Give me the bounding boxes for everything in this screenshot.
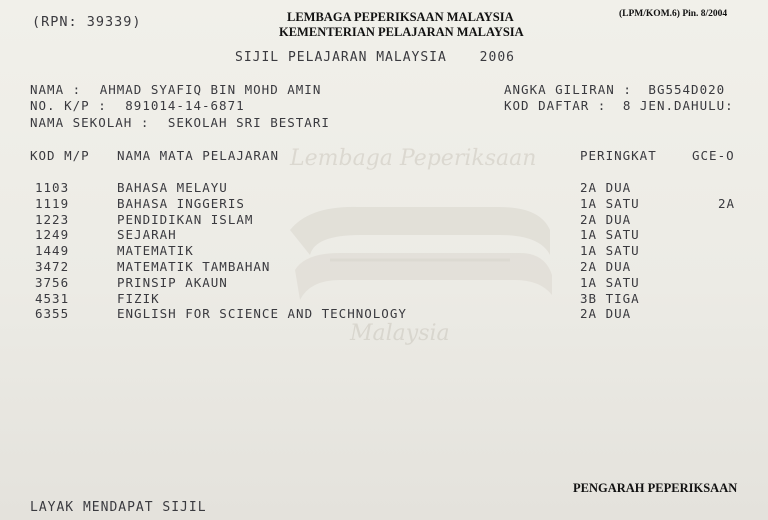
col-header-gce: GCE-O [692, 148, 735, 163]
subject-code: 1223 [35, 211, 70, 227]
name-label: NAMA : [30, 82, 82, 97]
subject-name: SEJARAH [117, 227, 177, 243]
table-row [0, 212, 768, 228]
table-row [0, 180, 768, 196]
subject-name: PENDIDIKAN ISLAM [117, 211, 254, 227]
table-row [0, 291, 768, 307]
signatory-title: PENGARAH PEPERIKSAAN [573, 481, 738, 495]
kp-label: NO. K/P : [30, 98, 107, 113]
subject-code: 3756 [35, 274, 70, 290]
subject-grade: 1A SATU [580, 227, 640, 243]
school-name: SEKOLAH SRI BESTARI [167, 115, 330, 130]
candidate-name: AHMAD SYAFIQ BIN MOHD AMIN [99, 82, 322, 97]
subject-code: 4531 [35, 290, 70, 306]
index-number: BG554D020 [648, 82, 726, 97]
subject-code: 1449 [35, 243, 70, 259]
kp-line [30, 98, 245, 113]
table-row [0, 243, 768, 259]
table-row [0, 227, 768, 243]
gce-grade: 2A [718, 195, 736, 211]
subject-name: BAHASA INGGERIS [117, 195, 245, 211]
index-line [504, 82, 725, 97]
watermark-script-top: Lembaga Peperiksaan [290, 146, 537, 171]
table-row [0, 306, 768, 322]
kod-daftar-label: KOD DAFTAR : [504, 98, 607, 113]
subject-grade: 2A DUA [580, 211, 632, 227]
col-header-subject: NAMA MATA PELAJARAN [117, 148, 279, 163]
kp-number: 891014-14-6871 [125, 98, 245, 113]
subject-grade: 3B TIGA [580, 290, 640, 306]
rpn-number: (RPN: 39339) [32, 14, 142, 30]
col-header-grade: PERINGKAT [580, 148, 657, 163]
subject-name: BAHASA MELAYU [117, 180, 228, 195]
board-name: LEMBAGA PEPERIKSAAN MALAYSIA [287, 10, 514, 24]
subject-grade: 1A SATU [580, 243, 640, 259]
watermark-script-bottom: Malaysia [350, 321, 450, 346]
subject-grade: 2A DUA [580, 180, 632, 195]
subject-name: FIZIK [117, 290, 160, 306]
eligibility-status: LAYAK MENDAPAT SIJIL [30, 500, 207, 515]
subject-code: 1103 [35, 180, 70, 195]
subject-grade: 2A DUA [580, 259, 632, 274]
name-line [30, 82, 321, 97]
subject-grade: 1A SATU [580, 195, 640, 211]
exam-year: 2006 [479, 50, 515, 65]
form-code: (LPM/KOM.6) Pin. 8/2004 [619, 9, 728, 19]
subject-code: 1119 [35, 195, 70, 211]
school-label: NAMA SEKOLAH : [30, 115, 150, 130]
subject-name: MATEMATIK TAMBAHAN [117, 259, 271, 274]
table-row [0, 259, 768, 275]
subject-name: ENGLISH FOR SCIENCE AND TECHNOLOGY [117, 306, 407, 322]
certificate-title-text: SIJIL PELAJARAN MALAYSIA [235, 50, 447, 65]
col-header-code: KOD M/P [30, 148, 90, 163]
subject-name: MATEMATIK [117, 243, 194, 259]
certificate-title [235, 50, 515, 65]
ministry-name: KEMENTERIAN PELAJARAN MALAYSIA [279, 25, 524, 39]
subject-grade: 2A DUA [580, 306, 632, 322]
index-label: ANGKA GILIRAN : [504, 82, 632, 97]
kod-daftar-line [504, 98, 734, 113]
subject-code: 1249 [35, 227, 70, 243]
school-line [30, 115, 330, 130]
subject-code: 3472 [35, 259, 70, 274]
table-row [0, 275, 768, 291]
subject-grade: 1A SATU [580, 274, 640, 290]
subject-code: 6355 [35, 306, 70, 322]
kod-daftar-value: 8 JEN.DAHULU: [622, 98, 734, 113]
subject-name: PRINSIP AKAUN [117, 274, 228, 290]
table-row [0, 196, 768, 212]
